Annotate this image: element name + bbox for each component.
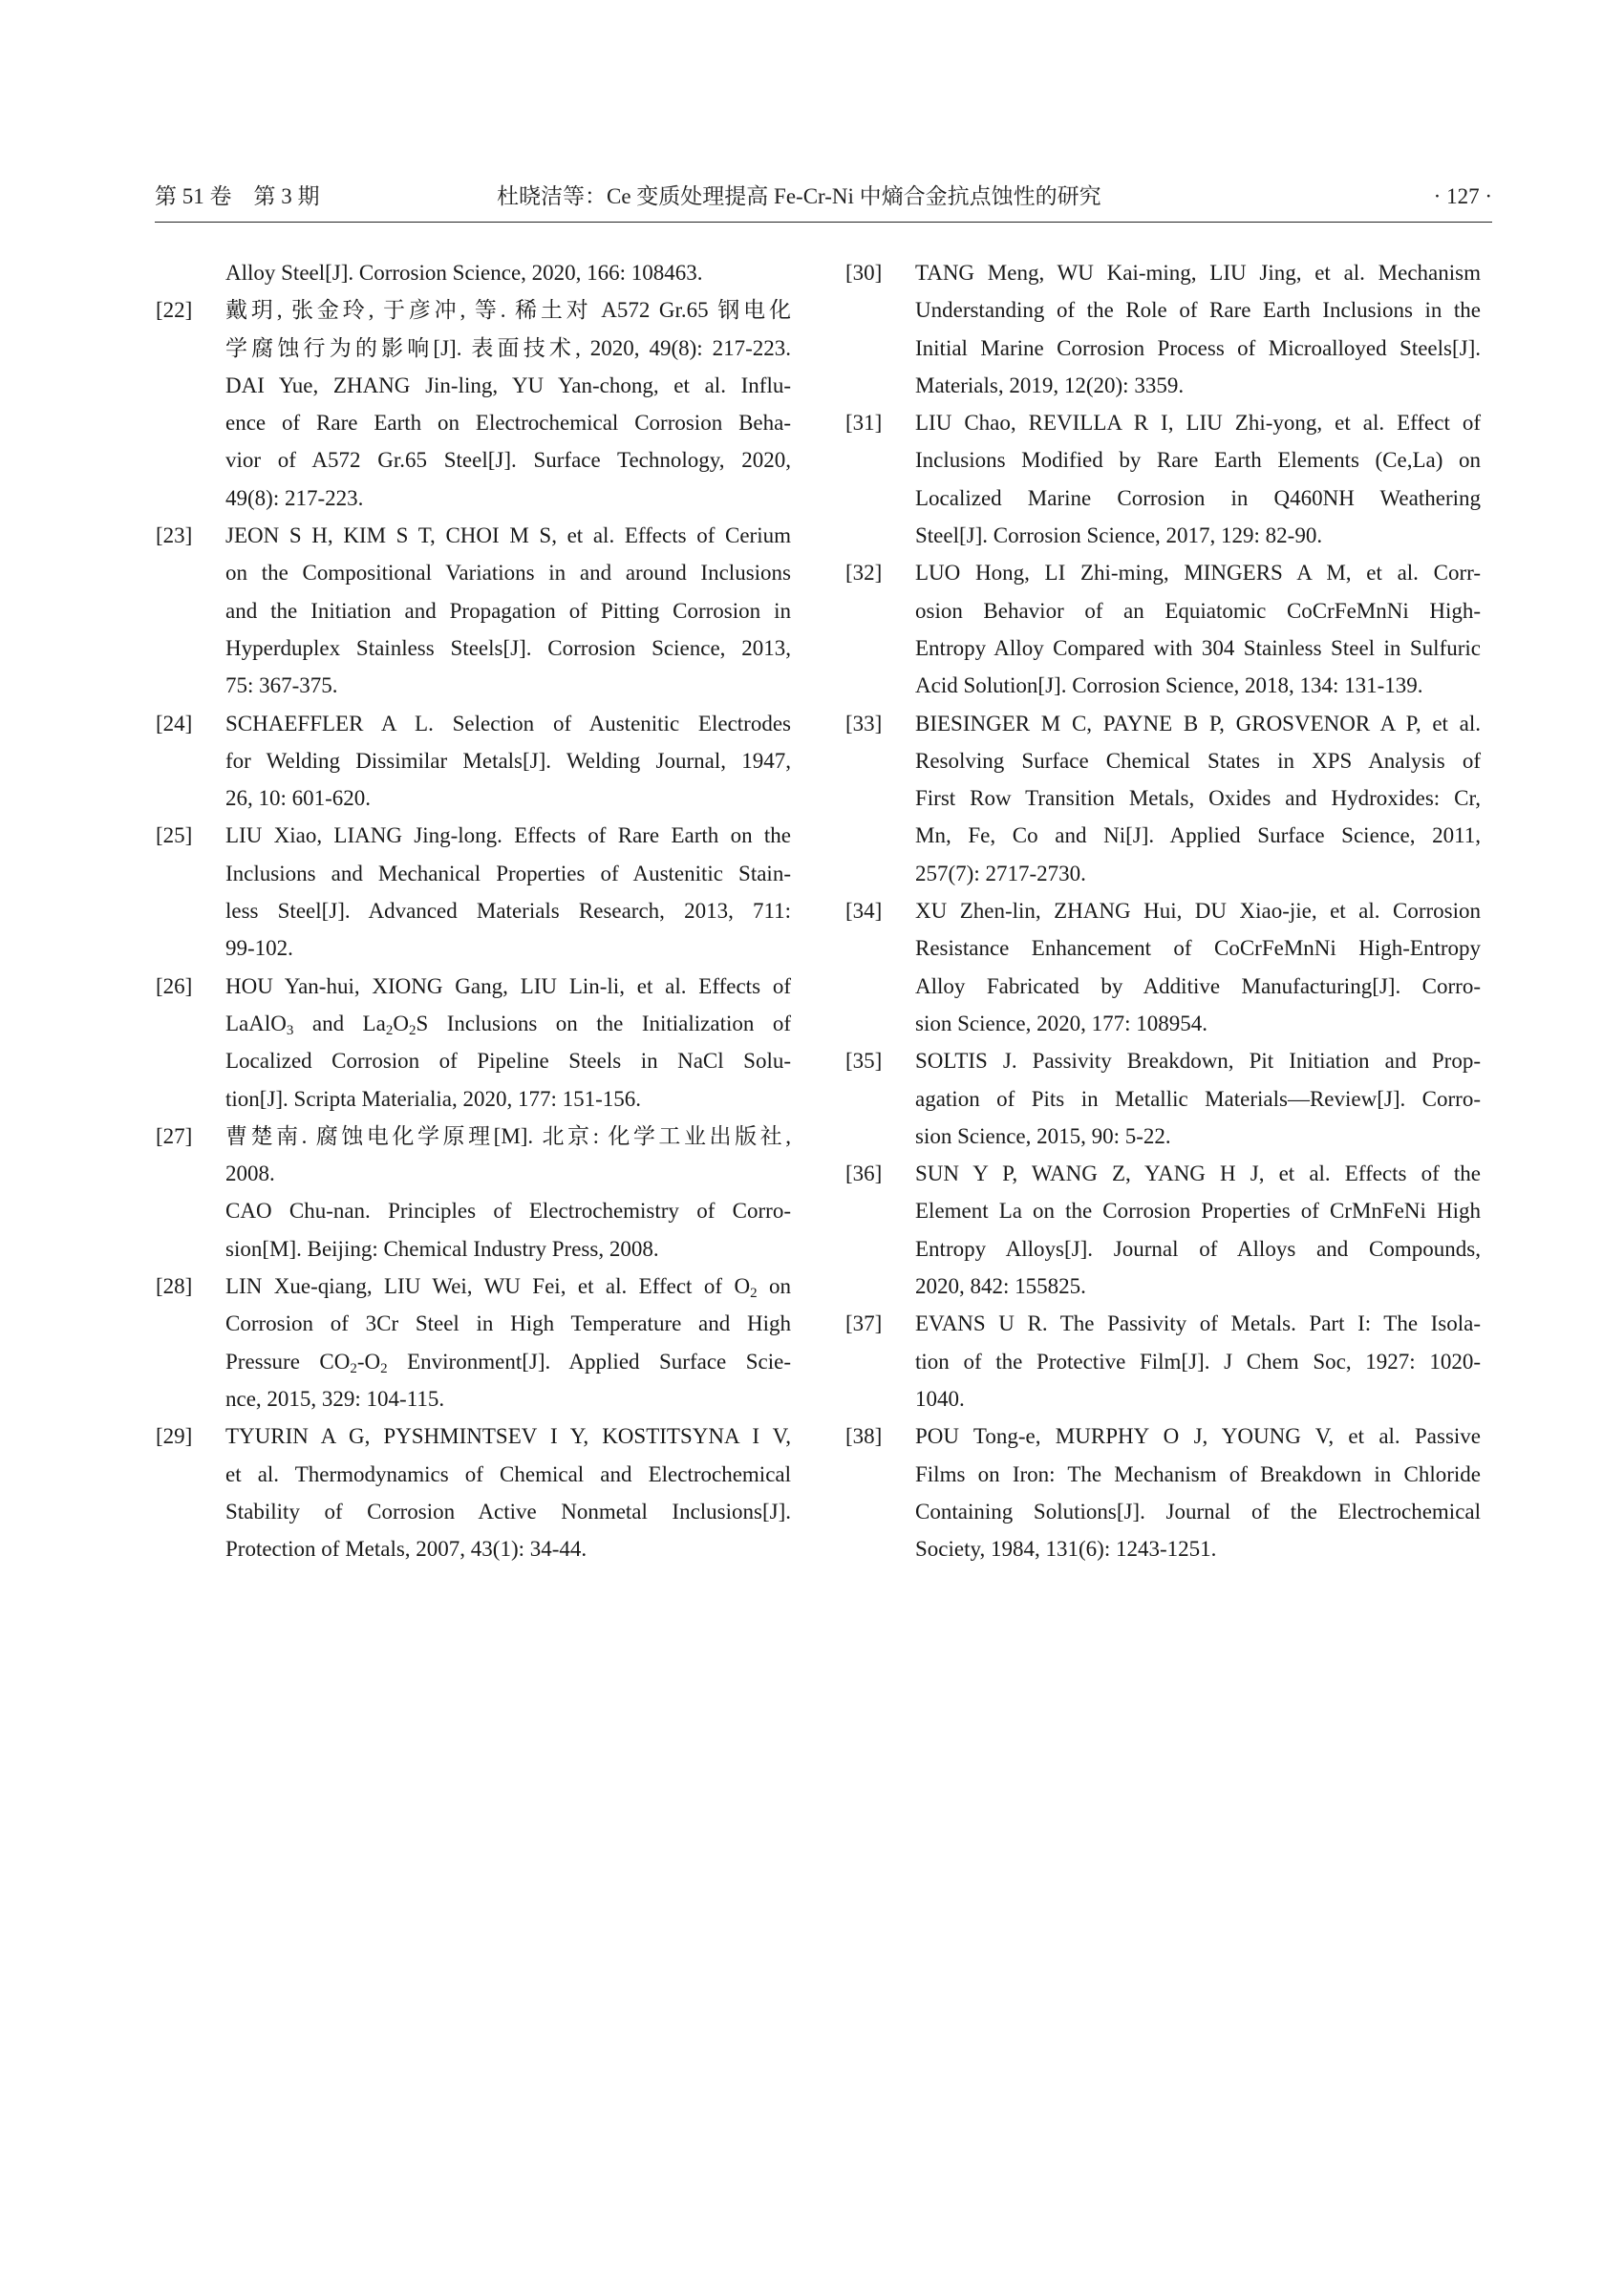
reference-line: Hyperduplex Stainless Steels[J]. Corrosion Science, 2013, (225, 635, 791, 660)
reference-line: LaAlO$_3$ and $La_2O_2S$ Inclusions on the Initialization of (225, 1011, 792, 1038)
reference-line: 257(7): 2717-2730. (915, 861, 1086, 885)
reference-line: DAI Yue, ZHANG Jin-ling, YU Yan-chong, et al. Influ- (225, 373, 791, 397)
reference-line: LUO Hong, LI Zhi-ming, MINGERS A M, et al. Corr- (915, 561, 1481, 586)
reference-line: SCHAEFFLER A L. Selection of Austenitic Electrodes (225, 711, 791, 735)
reference-line: agation of Pits in Metallic Materials—Review[J]. Corro- (915, 1086, 1481, 1111)
reference-line: JEON S H, KIM S T, CHOI M S, et al. Effects of Cerium (225, 523, 791, 548)
reference-line: 2008. (225, 1161, 275, 1186)
reference-line: Resolving Surface Chemical States in XPS Analysis of (915, 748, 1481, 773)
reference-line: Materials, 2019, 12(20): 3359. (915, 373, 1185, 397)
reference-number: [33] (845, 711, 883, 735)
reference-line: HOU Yan-hui, XIONG Gang, LIU Lin-li, et al. Effects of (225, 973, 791, 998)
reference-line: nce, 2015, 329: 104-115. (225, 1386, 445, 1411)
reference-number: [29] (156, 1424, 193, 1449)
reference-line: XU Zhen-lin, ZHANG Hui, DU Xiao-jie, et al. Corrosion (915, 899, 1481, 924)
reference-line: 曹楚南. 腐蚀电化学原理[M]. 北京: 化学工业出版社, (225, 1123, 791, 1148)
page-number: · 127 · (1433, 184, 1492, 208)
reference-line: LIU Xiao, LIANG Jing-long. Effects of Rare Earth on the (225, 823, 791, 848)
reference-number: [26] (156, 973, 193, 998)
reference-line: 49(8): 217-223. (225, 485, 364, 510)
reference-entry (156, 968, 791, 1118)
reference-line: 26, 10: 601-620. (225, 786, 372, 811)
reference-number: [37] (845, 1311, 883, 1336)
reference-line: SUN Y P, WANG Z, YANG H J, et al. Effects of the (915, 1161, 1481, 1186)
reference-number: [25] (156, 823, 193, 848)
reference-line: Alloy Fabricated by Additive Manufacturing[J]. Corro- (915, 973, 1481, 998)
reference-line: 学腐蚀行为的影响[J]. 表面技术, 2020, 49(8): 217-223. (225, 335, 791, 360)
reference-line: ence of Rare Earth on Electrochemical Corrosion Beha- (225, 411, 791, 436)
reference-number: [30] (845, 261, 883, 285)
reference-line: Localized Corrosion of Pipeline Steels in NaCl Solu- (225, 1049, 791, 1074)
reference-line: Corrosion of 3Cr Steel in High Temperature and High (225, 1311, 791, 1336)
reference-line: et al. Thermodynamics of Chemical and Electrochemical (225, 1461, 791, 1486)
reference-entry (845, 1042, 1481, 1155)
reference-entry (156, 705, 791, 818)
reference-line: Understanding of the Role of Rare Earth Inclusions in the (915, 298, 1481, 323)
reference-entry (845, 404, 1481, 554)
reference-line: Acid Solution[J]. Corrosion Science, 2018, 134: 131-139. (915, 673, 1423, 698)
reference-entry (156, 517, 791, 704)
reference-line: Films on Iron: The Mechanism of Breakdown in Chloride (915, 1461, 1481, 1486)
reference-line: Entropy Alloy Compared with 304 Stainless Steel in Sulfuric (915, 635, 1481, 660)
reference-number: [38] (845, 1424, 883, 1449)
reference-entry (156, 1118, 791, 1268)
reference-number: [28] (156, 1274, 193, 1299)
reference-entry (845, 1305, 1481, 1417)
reference-line: SOLTIS J. Passivity Breakdown, Pit Initiation and Prop- (915, 1049, 1481, 1074)
reference-line: Alloy Steel[J]. Corrosion Science, 2020, 166: 108463. (225, 261, 703, 285)
reference-line: LIU Chao, REVILLA R I, LIU Zhi-yong, et al. Effect of (915, 411, 1481, 436)
reference-number: [36] (845, 1161, 883, 1186)
reference-line: LIN Xue-qiang, LIU Wei, WU Fei, et al. Effect of $O_2$ on (225, 1274, 792, 1302)
volume-issue: 第 51 卷 第 3 期 (155, 184, 320, 208)
reference-line: BIESINGER M C, PAYNE B P, GROSVENOR A P, et al. (915, 711, 1481, 735)
reference-line: for Welding Dissimilar Metals[J]. Welding Journal, 1947, (225, 748, 791, 773)
reference-line: Inclusions and Mechanical Properties of Austenitic Stain- (225, 861, 791, 885)
reference-column-left (156, 254, 791, 1567)
reference-line: Element La on the Corrosion Properties of CrMnFeNi High (915, 1199, 1481, 1224)
reference-line: TYURIN A G, PYSHMINTSEV I Y, KOSTITSYNA I V, (225, 1424, 791, 1449)
reference-entry (845, 554, 1481, 704)
reference-entry (156, 291, 791, 517)
reference-line: Containing Solutions[J]. Journal of the Electrochemical (915, 1499, 1481, 1524)
reference-line: on the Compositional Variations in and around Inclusions (225, 561, 791, 586)
reference-entry (156, 1268, 791, 1417)
reference-number: [31] (845, 411, 883, 436)
reference-line: EVANS U R. The Passivity of Metals. Part I: The Isola- (915, 1311, 1481, 1336)
reference-entry (845, 892, 1481, 1042)
reference-line: Initial Marine Corrosion Process of Microalloyed Steels[J]. (915, 335, 1481, 360)
reference-line: First Row Transition Metals, Oxides and Hydroxides: Cr, (915, 786, 1481, 811)
reference-entry (156, 1417, 791, 1567)
reference-line: and the Initiation and Propagation of Pitting Corrosion in (225, 598, 791, 623)
reference-number: [24] (156, 711, 193, 735)
reference-number: [23] (156, 523, 193, 548)
reference-line: tion of the Protective Film[J]. J Chem Soc, 1927: 1020- (915, 1349, 1481, 1374)
reference-entry (156, 817, 791, 967)
reference-line: Protection of Metals, 2007, 43(1): 34-44. (225, 1537, 588, 1562)
reference-line: 1040. (915, 1386, 965, 1411)
reference-line: less Steel[J]. Advanced Materials Research, 2013, 711: (225, 899, 791, 924)
reference-entry (845, 1417, 1481, 1567)
reference-entry (845, 1155, 1481, 1305)
reference-line: 戴玥, 张金玲, 于彦冲, 等. 稀土对 A572 Gr.65 钢电化 (225, 298, 791, 323)
running-title: 杜晓洁等：Ce 变质处理提高 Fe-Cr-Ni 中熵合金抗点蚀性的研究 (497, 184, 1101, 208)
reference-line: 75: 367-375. (225, 673, 338, 698)
reference-line: sion Science, 2020, 177: 108954. (915, 1011, 1207, 1035)
reference-line: osion Behavior of an Equiatomic CoCrFeMnNi High- (915, 598, 1481, 623)
reference-number: [34] (845, 899, 883, 924)
reference-entry (156, 254, 791, 291)
reference-line: 99-102. (225, 936, 293, 961)
reference-line: Localized Marine Corrosion in Q460NH Weathering (915, 485, 1481, 510)
reference-line: Pressure $CO_2-O_2$ Environment[J]. Applied Surface Scie- (225, 1349, 791, 1376)
reference-line: sion[M]. Beijing: Chemical Industry Press, 2008. (225, 1236, 659, 1261)
reference-line: vior of A572 Gr.65 Steel[J]. Surface Technology, 2020, (225, 448, 791, 473)
reference-line: Mn, Fe, Co and Ni[J]. Applied Surface Science, 2011, (915, 823, 1481, 848)
reference-entry (845, 705, 1481, 892)
reference-line: tion[J]. Scripta Materialia, 2020, 177: 151-156. (225, 1086, 642, 1111)
reference-line: POU Tong-e, MURPHY O J, YOUNG V, et al. Passive (915, 1424, 1481, 1449)
reference-line: Stability of Corrosion Active Nonmetal Inclusions[J]. (225, 1499, 791, 1524)
reference-number: [35] (845, 1049, 883, 1074)
reference-line: TANG Meng, WU Kai-ming, LIU Jing, et al. Mechanism (915, 261, 1481, 285)
reference-column-right (845, 254, 1481, 1567)
reference-line: sion Science, 2015, 90: 5-22. (915, 1123, 1171, 1148)
reference-line: 2020, 842: 155825. (915, 1274, 1086, 1299)
reference-line: CAO Chu-nan. Principles of Electrochemistry of Corro- (225, 1199, 791, 1224)
reference-number: [32] (845, 561, 883, 586)
reference-line: Inclusions Modified by Rare Earth Elements (Ce,La) on (915, 448, 1481, 473)
reference-line: Steel[J]. Corrosion Science, 2017, 129: 82-90. (915, 523, 1323, 548)
reference-line: Society, 1984, 131(6): 1243-1251. (915, 1537, 1217, 1562)
running-header (155, 178, 1492, 216)
reference-number: [27] (156, 1123, 193, 1148)
header-rule (155, 222, 1492, 223)
reference-line: Entropy Alloys[J]. Journal of Alloys and Compounds, (915, 1236, 1481, 1261)
reference-entry (845, 254, 1481, 404)
reference-line: Resistance Enhancement of CoCrFeMnNi High-Entropy (915, 936, 1481, 961)
reference-number: [22] (156, 298, 193, 323)
